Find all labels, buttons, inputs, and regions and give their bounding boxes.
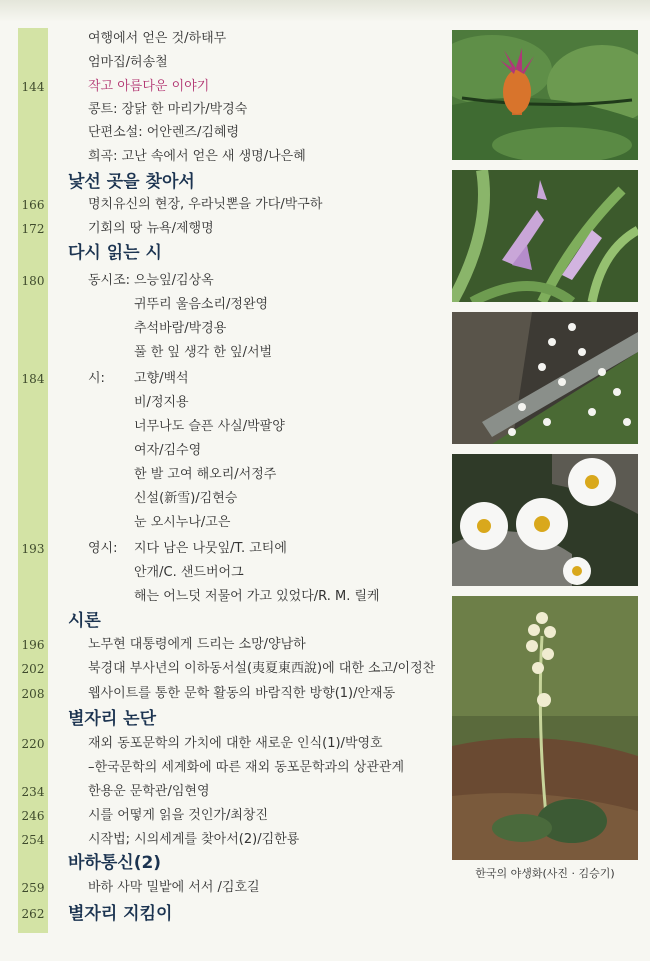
toc-entry (18, 122, 448, 144)
toc-entry (18, 99, 448, 121)
page-number: 184 (21, 372, 45, 386)
toc-entry (18, 658, 448, 680)
entry-title: 희곡: 고난 속에서 얻은 새 생명/나은혜 (88, 149, 306, 164)
toc-entry (18, 781, 448, 803)
entry-title: 여행에서 얻은 것/하태무 (88, 31, 227, 46)
entry-title: 시를 어떻게 읽을 것인가/최창진 (88, 808, 269, 823)
toc-entry (18, 294, 448, 316)
entry-title: 콩트: 장닭 한 마리가/박경숙 (88, 102, 248, 117)
toc-entry (18, 416, 448, 438)
page-number: 259 (21, 881, 45, 895)
toc-entry (18, 634, 448, 656)
genre-label: 동시조: (88, 273, 131, 288)
entry-title: 고향/백석 (134, 371, 189, 386)
toc-entry (18, 368, 448, 390)
photo-caption: 한국의 야생화(사진 · 김승기) (475, 867, 615, 880)
entry-title: 귀뚜리 울음소리/정완영 (134, 297, 269, 312)
entry-title: 비/정지용 (134, 395, 189, 410)
toc-entry (18, 562, 448, 584)
toc-entry (18, 464, 448, 486)
page-top-edge (0, 0, 650, 22)
page-number: 166 (21, 198, 45, 212)
page-number: 220 (21, 737, 45, 751)
page-number: 193 (21, 542, 45, 556)
section-heading: 시론 (68, 611, 101, 631)
section-heading: 별자리 지킴이 (68, 904, 173, 924)
entry-title: 해는 어느덧 저물어 가고 있었다/R. M. 릴케 (134, 589, 380, 604)
entry-title: 웹사이트를 통한 문학 활동의 바람직한 방향(1)/안재동 (88, 686, 396, 701)
section-heading: 별자리 논단 (68, 709, 157, 729)
toc-entry (18, 903, 448, 925)
photo-water-lily (452, 30, 638, 160)
toc-entry (18, 488, 448, 510)
toc-entry (18, 829, 448, 851)
toc-entry (18, 318, 448, 340)
toc-entry (18, 877, 448, 899)
toc-entry (18, 28, 448, 50)
entry-title: 엄마집/허송철 (88, 55, 168, 70)
entry-title: –한국문학의 세계화에 따른 재외 동포문학과의 상관관계 (88, 760, 404, 775)
entry-title: 추석바람/박경용 (134, 321, 227, 336)
page-number: 254 (21, 833, 45, 847)
toc-entry (18, 586, 448, 608)
entry-title: 기회의 땅 뉴욕/제행명 (88, 221, 214, 236)
page-number: 246 (21, 809, 45, 823)
entry-title: 북경대 부사년의 이하동서설(夷夏東西說)에 대한 소고/이정찬 (88, 661, 436, 676)
toc-entry (18, 683, 448, 705)
toc-entry (18, 805, 448, 827)
photo-white-flowers-rock (452, 312, 638, 444)
entry-title: 바하 사막 밀밭에 서서 /김호길 (88, 880, 260, 895)
entry-title: 너무나도 슬픈 사실/박팔양 (134, 419, 285, 434)
toc-entry (18, 194, 448, 216)
section-heading: 다시 읽는 시 (68, 243, 162, 263)
section-heading: 낯선 곳을 찾아서 (68, 172, 195, 192)
entry-title: 재외 동포문학의 가치에 대한 새로운 인식(1)/박영호 (88, 736, 383, 751)
genre-label: 시: (88, 371, 105, 386)
toc-entry (18, 76, 448, 98)
toc-entry (18, 270, 448, 292)
entry-title: 여자/김수영 (134, 443, 202, 458)
toc-entry (18, 392, 448, 414)
entry-title: 으능잎/김상옥 (134, 273, 214, 288)
toc-entry (18, 538, 448, 560)
entry-title: 명치유신의 현장, 우라닛뽄을 가다/박구하 (88, 197, 323, 212)
entry-title: 노무현 대통령에게 드리는 소망/양남하 (88, 637, 306, 652)
toc-entry (18, 440, 448, 462)
photo-orchid-stem (452, 596, 638, 860)
page-number: 196 (21, 638, 45, 652)
genre-label: 영시: (88, 541, 118, 556)
photo-purple-lily (452, 170, 638, 302)
entry-title: 풀 한 잎 생각 한 잎/서벌 (134, 345, 273, 360)
entry-title: 한 발 고여 해오리/서정주 (134, 467, 277, 482)
entry-title: 작고 아름다운 이야기 (88, 79, 210, 94)
toc-entry (18, 342, 448, 364)
page-number: 172 (21, 222, 45, 236)
toc-entry (18, 52, 448, 74)
toc-entry (18, 757, 448, 779)
entry-title: 한용운 문학관/임현영 (88, 784, 210, 799)
page-number: 144 (21, 80, 45, 94)
entry-title: 신설(新雪)/김현승 (134, 491, 238, 506)
page-number: 208 (21, 687, 45, 701)
entry-title: 지다 남은 나뭇잎/T. 고티에 (134, 541, 287, 556)
entry-title: 안개/C. 샌드버어그 (134, 565, 244, 580)
toc-entry (18, 146, 448, 168)
photo-daisies (452, 454, 638, 586)
page-number: 180 (21, 274, 45, 288)
page-number: 262 (21, 907, 45, 921)
entry-title: 단편소설: 어안렌즈/김혜령 (88, 125, 240, 140)
entry-title: 시작법; 시의세계를 찾아서(2)/김한룡 (88, 832, 300, 847)
toc-entry (18, 733, 448, 755)
toc-entry (18, 218, 448, 240)
page-number: 202 (21, 662, 45, 676)
section-heading: 바하통신(2) (68, 853, 162, 873)
toc-entry (18, 512, 448, 534)
entry-title: 눈 오시누나/고은 (134, 515, 231, 530)
page-number: 234 (21, 785, 45, 799)
